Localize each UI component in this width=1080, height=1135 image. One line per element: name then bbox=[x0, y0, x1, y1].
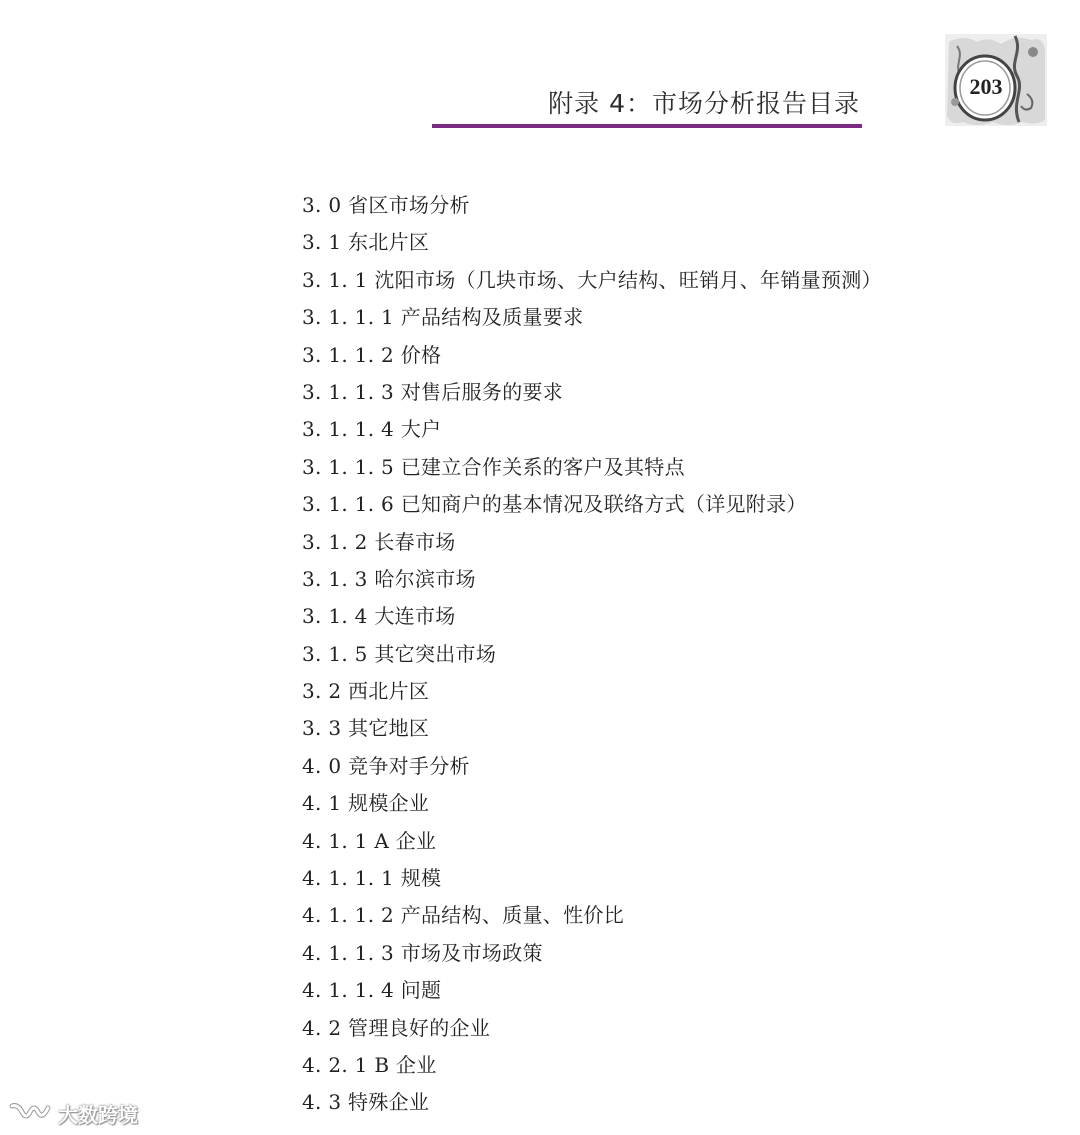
table-of-contents bbox=[302, 187, 882, 1122]
wechat-channel-logo-icon bbox=[8, 1100, 52, 1126]
toc-entry: 4. 2. 1 B 企业 bbox=[302, 1052, 437, 1077]
page-number: 203 bbox=[969, 74, 1003, 99]
toc-entry: 3. 3 其它地区 bbox=[302, 716, 430, 741]
toc-entry: 3. 1. 1 沈阳市场（几块市场、大户结构、旺销月、年销量预测） bbox=[302, 267, 882, 292]
header-divider bbox=[432, 124, 862, 128]
watermark bbox=[8, 1098, 138, 1128]
toc-entry: 3. 1. 3 哈尔滨市场 bbox=[302, 566, 476, 591]
toc-entry: 3. 0 省区市场分析 bbox=[302, 193, 470, 217]
toc-entry: 4. 1 规模企业 bbox=[302, 791, 430, 816]
toc-entry: 3. 1. 1. 3 对售后服务的要求 bbox=[302, 379, 564, 404]
toc-entry: 4. 0 竞争对手分析 bbox=[302, 753, 470, 778]
toc-entry: 3. 1. 1. 1 产品结构及质量要求 bbox=[302, 305, 584, 330]
toc-entry: 3. 1 东北片区 bbox=[302, 230, 430, 255]
toc-entry: 3. 1. 1. 4 大户 bbox=[302, 417, 442, 442]
toc-entry: 3. 1. 5 其它突出市场 bbox=[302, 641, 497, 666]
toc-entry: 4. 1. 1. 1 规模 bbox=[302, 866, 442, 891]
toc-entry: 3. 1. 4 大连市场 bbox=[302, 604, 456, 629]
toc-entry: 4. 1. 1. 3 市场及市场政策 bbox=[302, 940, 543, 965]
toc-entry: 4. 1. 1. 4 问题 bbox=[302, 978, 442, 1003]
chapter-title: 附录 4：市场分析报告目录 bbox=[548, 89, 860, 118]
toc-entry: 4. 1. 1 A 企业 bbox=[302, 828, 437, 853]
toc-entry: 4. 1. 1. 2 产品结构、质量、性价比 bbox=[302, 903, 624, 928]
toc-entry: 3. 1. 1. 5 已建立合作关系的客户及其特点 bbox=[302, 454, 685, 479]
watermark-text: 大数跨境 bbox=[58, 1102, 138, 1127]
toc-entry: 3. 1. 1. 6 已知商户的基本情况及联络方式（详见附录） bbox=[302, 492, 807, 517]
toc-entry: 4. 2 管理良好的企业 bbox=[302, 1015, 491, 1040]
toc-entry: 4. 3 特殊企业 bbox=[302, 1090, 430, 1115]
toc-entry: 3. 1. 2 长春市场 bbox=[302, 529, 456, 554]
toc-entry: 3. 2 西北片区 bbox=[302, 679, 430, 704]
toc-entry: 3. 1. 1. 2 价格 bbox=[302, 342, 442, 367]
